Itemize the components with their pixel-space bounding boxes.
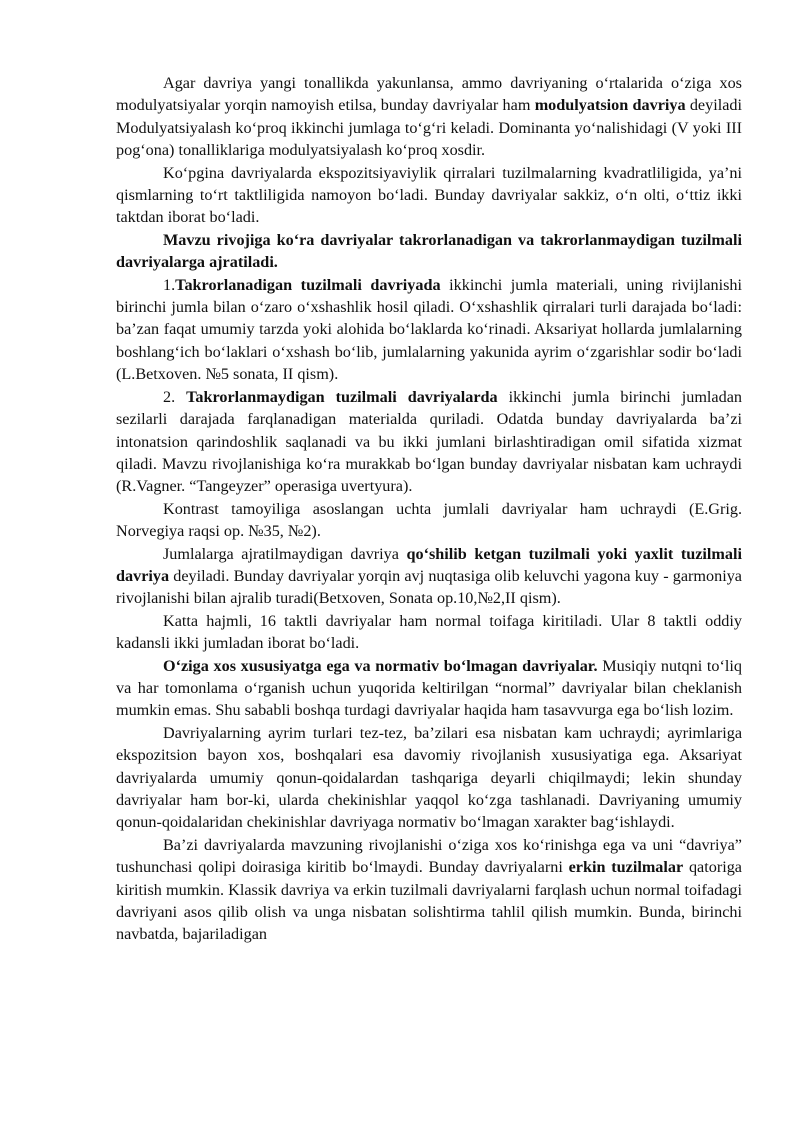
text-run: Jumlalarga ajratilmaydigan davriya [163, 544, 407, 563]
text-run: Katta hajmli, 16 taktli davriyalar ham normal toifaga kiritiladi. Ular 8 taktli oddiy kadansli ikki jumladan iborat bo‘ladi. [116, 611, 742, 653]
text-run: deyiladi. Bunday davriyalar yorqin avj nuqtasiga olib keluvchi yagona kuy - garmoniya rivojlanishi bilan ajralib turadi(Betxoven, Sonata op.10,№2,II qism). [116, 566, 742, 608]
bold-term: O‘ziga xos xususiyatga ega va normativ bo‘lmagan davriyalar. [163, 656, 598, 675]
text-run: ikkinchi jumla birinchi jumladan sezilarli darajada farqlanadigan materialda quriladi. Odatda bunday davriyalarda ba’zi intonatsion qarindoshlik saqlanadi va bu ikki jumlani birlashtiradigan omil sifatida xizmat qiladi. Mavzu rivojlanishiga ko‘ra murakkab bo‘lgan bunday davriyalar nisbatan kam uchraydi (R.Vagner. “Tangeyzer” operasiga uvertyura). [116, 387, 742, 496]
paragraph [116, 655, 742, 722]
text-run: qatoriga kiritish mumkin. Klassik davriya va erkin tuzilmali davriyalarni farqlash uchun normal toifadagi davriyani asos qilib olish va unga nisbatan solishtirma tahlil qilish mumkin. Bunda, birinchi navbatda, bajariladigan [116, 858, 742, 944]
bold-term: qo‘shilib ketgan tuzilmali yoki yaxlit tuzilmali davriya [116, 544, 742, 585]
document-page [116, 72, 742, 946]
paragraph [116, 386, 742, 498]
text-run: ikkinchi jumla materiali, uning rivijlanishi birinchi jumla bilan o‘zaro o‘xshashlik hosil qiladi. O‘xshashlik qirralari turli darajada bo‘ladi: ba’zan faqat umumiy tarzda yoki alohida bo‘laklarda ko‘rinadi. Aksariyat hollarda jumlalarning boshlang‘ich bo‘laklari o‘xshash bo‘lib, jumlalarning yakunida ayrim o‘zgarishlar sodir bo‘ladi (L.Betxoven. №5 sonata, II qism). [116, 275, 742, 384]
bold-term: erkin tuzilmalar [568, 858, 684, 877]
paragraph [116, 610, 742, 655]
bold-term: Takrorlanadigan tuzilmali davriyada [175, 275, 441, 294]
paragraph [116, 834, 742, 946]
text-run: 1. [163, 275, 176, 294]
paragraph [116, 498, 742, 543]
text-run: Davriyalarning ayrim turlari tez-tez, ba’zilari esa nisbatan kam uchraydi; ayrimlariga ekspozitsion bayon xos, boshqalari esa davomiy rivojlanish xususiyatiga ega. Aksariyat davriyalarda umumiy qonun-qoidalardan tashqariga deyarli chiqilmaydi; lekin shunday davriyalar ham bor-ki, ularda chekinishlar yaqqol ko‘zga tashlanadi. Davriyaning umumiy qonun-qoidalaridan chekinishlar davriyaga normativ bo‘lmagan xarakter bag‘ishlaydi. [116, 723, 742, 832]
text-run: 2. [163, 387, 187, 406]
paragraph [116, 72, 742, 162]
text-run: Musiqiy nutqni to‘liq va har tomonlama o‘rganish uchun yuqorida keltirilgan “normal” davriyalar bilan cheklanish mumkin emas. Shu sababli boshqa turdagi davriyalar haqida ham tasavvurga ega bo‘lish lozim. [116, 656, 742, 720]
text-run: Ko‘pgina davriyalarda ekspozitsiyaviylik qirralari tuzilmalarning kvadratliligida, ya’ni qismlarning to‘rt taktliligida namoyon bo‘ladi. Bunday davriyalar sakkiz, o‘n olti, o‘ttiz ikki taktdan iborat bo‘ladi. [116, 163, 742, 227]
paragraph [116, 543, 742, 610]
paragraph [116, 229, 742, 274]
paragraph [116, 722, 742, 834]
text-run: Ba’zi davriyalarda mavzuning rivojlanishi o‘ziga xos ko‘rinishga ega va uni “davriya” tushunchasi qolipi doirasiga kiritib bo‘lmaydi. Bunday davriyalarni [116, 835, 742, 877]
bold-term: Takrorlanmaydigan tuzilmali davriyalarda [186, 387, 498, 406]
paragraph [116, 274, 742, 386]
paragraph [116, 162, 742, 229]
bold-term: modulyatsion davriya [534, 96, 686, 115]
bold-term: Mavzu rivojiga ko‘ra davriyalar takrorlanadigan va takrorlanmaydigan tuzilmali davriyalarga ajratiladi. [116, 230, 742, 272]
text-run: Kontrast tamoyiliga asoslangan uchta jumlali davriyalar ham uchraydi (E.Grig. Norvegiya raqsi op. №35, №2). [116, 499, 742, 541]
text-run: Agar davriya yangi tonallikda yakunlansa, ammo davriyaning o‘rtalarida o‘ziga xos modulyatsiyalar yorqin namoyish etilsa, bunday davriyalar ham [116, 74, 742, 115]
text-run: deyiladi Modulyatsiyalash ko‘proq ikkinchi jumlaga to‘g‘ri keladi. Dominanta yo‘nalishidagi (V yoki III pog‘ona) tonalliklariga modulyatsiyalash ko‘proq xosdir. [116, 96, 742, 160]
